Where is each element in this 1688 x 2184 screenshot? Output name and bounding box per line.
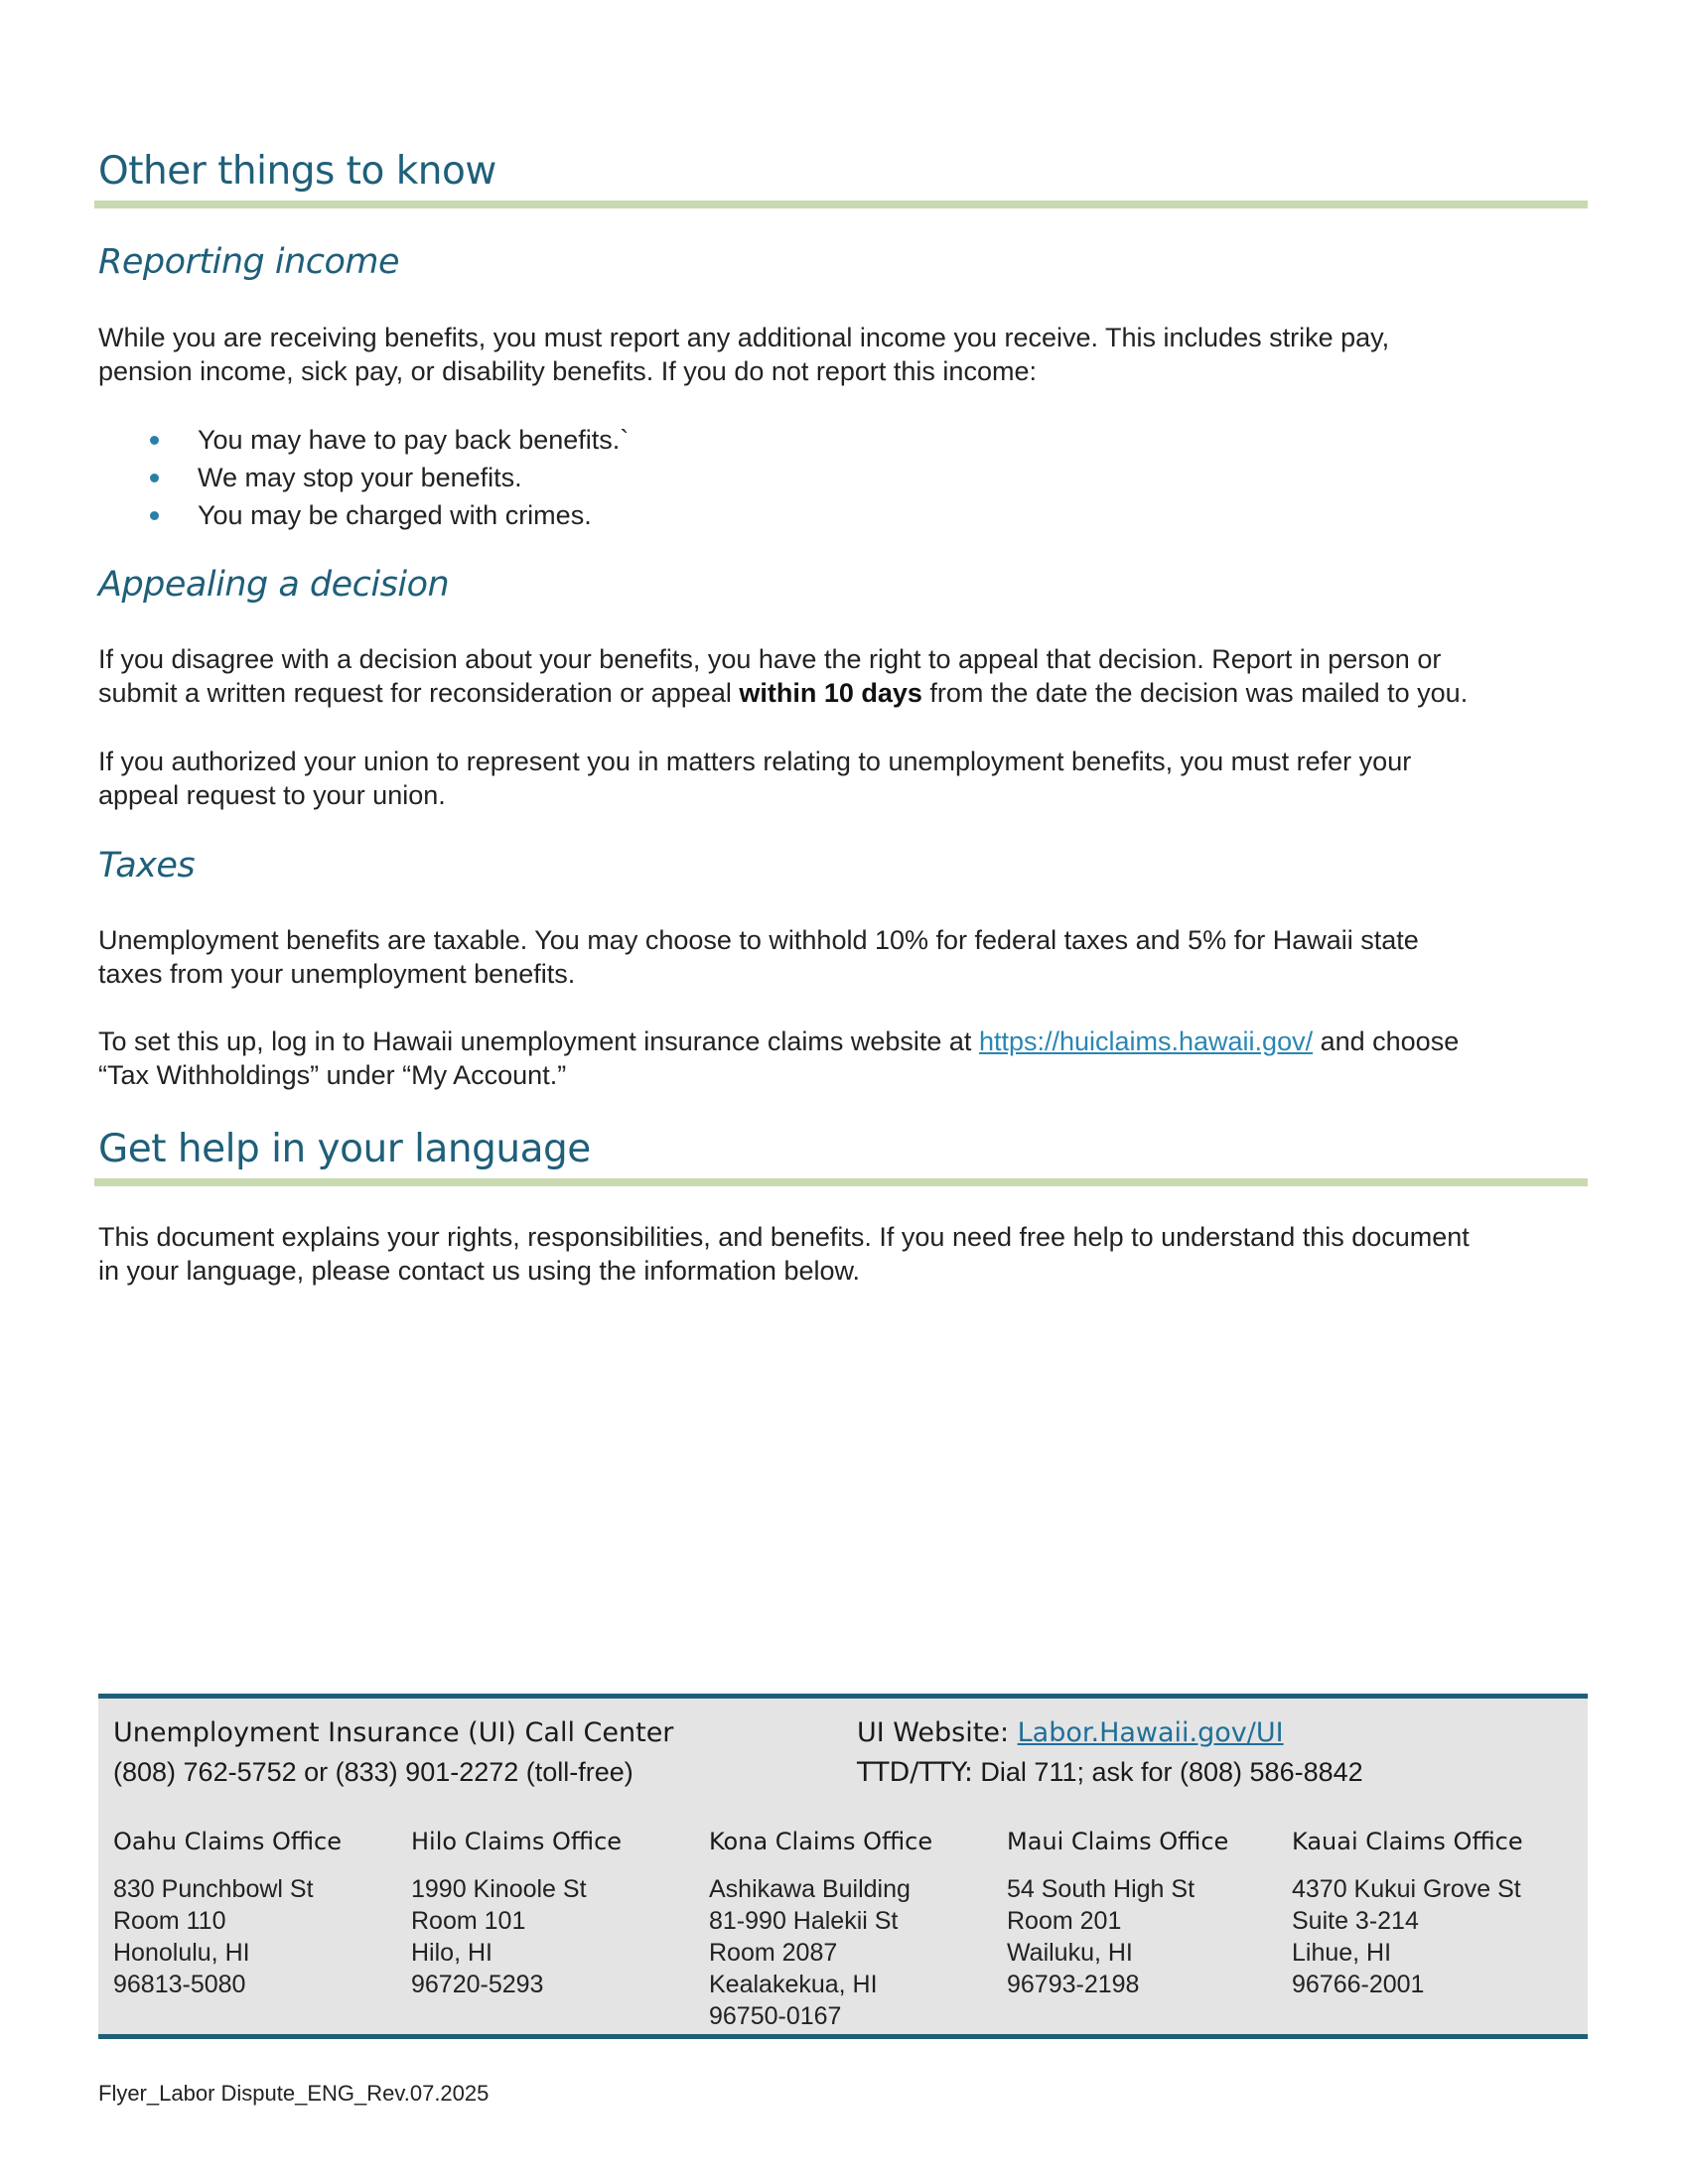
office-address-line: 96793-2198 [1007, 1971, 1140, 1998]
office-address-line: 830 Punchbowl St [113, 1875, 314, 1903]
office-address-line: Honolulu, HI [113, 1939, 250, 1967]
office-oahu [113, 1826, 401, 2000]
subsection-title-appealing: Appealing a decision [98, 565, 450, 605]
document-page [98, 0, 1590, 2184]
text-line: appeal request to your union. [98, 780, 446, 810]
text-line: from the date the decision was mailed to you. [921, 678, 1469, 708]
ui-website-link[interactable]: Labor.Hawaii.gov/UI [1017, 1717, 1284, 1748]
office-address-line: 54 South High St [1007, 1875, 1196, 1903]
contact-info-box [98, 1694, 1588, 2039]
office-address-line: Suite 3-214 [1292, 1907, 1419, 1935]
list-item-text: You may have to pay back benefits.` [198, 425, 630, 455]
huiclaims-link[interactable]: https://huiclaims.hawaii.gov/ [978, 1026, 1314, 1056]
document-revision-note: Flyer_Labor Dispute_ENG_Rev.07.2025 [98, 2081, 490, 2106]
office-address-line: 1990 Kinoole St [411, 1875, 587, 1903]
office-name: Kauai Claims Office [1292, 1828, 1523, 1855]
office-address-line: 96720-5293 [411, 1971, 544, 1998]
office-address-line: Hilo, HI [411, 1939, 492, 1967]
list-item [98, 421, 629, 459]
office-address-line: Lihue, HI [1292, 1939, 1392, 1967]
list-item [98, 496, 629, 534]
office-address-line: Room 101 [411, 1907, 526, 1935]
tty-line [857, 1755, 1363, 1790]
text-line: To set this up, log in to Hawaii unemployment insurance claims website at [98, 1026, 979, 1056]
appeal-paragraph-1 [98, 642, 1588, 710]
ui-website-line [857, 1716, 1284, 1750]
bullet-icon [150, 474, 159, 482]
taxes-paragraph-2 [98, 1024, 1588, 1092]
text-line: pension income, sick pay, or disability benefits. If you do not report this income: [98, 356, 1037, 386]
office-address-line: 96766-2001 [1292, 1971, 1425, 1998]
office-name: Oahu Claims Office [113, 1828, 343, 1855]
section-divider [94, 201, 1588, 208]
language-help-paragraph [98, 1220, 1588, 1288]
section-divider [94, 1178, 1588, 1186]
office-address-line: Room 201 [1007, 1907, 1122, 1935]
list-item [98, 459, 629, 496]
text-line: taxes from your unemployment benefits. [98, 959, 576, 989]
list-item-text: We may stop your benefits. [198, 463, 522, 492]
text-line: If you disagree with a decision about your benefits, you have the right to appeal that decision. Report in person or [98, 644, 1442, 674]
office-name: Kona Claims Office [709, 1828, 933, 1855]
office-maui [1007, 1826, 1295, 2000]
office-name: Maui Claims Office [1007, 1828, 1229, 1855]
office-address-line: 96750-0167 [709, 2002, 842, 2030]
text-line: While you are receiving benefits, you must report any additional income you receive. This includes strike pay, [98, 323, 1390, 352]
office-hilo [411, 1826, 699, 2000]
subsection-title-reporting-income: Reporting income [98, 242, 400, 282]
bullet-icon [150, 511, 159, 520]
office-address-line: Room 2087 [709, 1939, 838, 1967]
call-center-phones: (808) 762-5752 or (833) 901-2272 (toll-free) [113, 1757, 633, 1787]
text-line: This document explains your rights, responsibilities, and benefits. If you need free help to understand this document [98, 1222, 1470, 1252]
text-line: Unemployment benefits are taxable. You may choose to withhold 10% for federal taxes and 5% for Hawaii state [98, 925, 1419, 955]
tty-text: Dial 711; ask for (808) 586-8842 [972, 1757, 1363, 1787]
appeal-paragraph-2 [98, 745, 1588, 812]
bullet-icon [150, 436, 159, 445]
text-line: in your language, please contact us using the information below. [98, 1256, 860, 1286]
text-line: If you authorized your union to represent you in matters relating to unemployment benefits, you must refer your [98, 747, 1412, 776]
subsection-title-taxes: Taxes [98, 846, 196, 886]
text-line: “Tax Withholdings” under “My Account.” [98, 1060, 567, 1090]
reporting-income-paragraph [98, 321, 1588, 388]
deadline-emphasis: within 10 days [739, 678, 922, 708]
consequences-list [98, 421, 629, 534]
office-address-line: Room 110 [113, 1907, 226, 1935]
ui-website-label: UI Website: [857, 1717, 1018, 1748]
office-address-line: 4370 Kukui Grove St [1292, 1875, 1521, 1903]
section-title-other-things: Other things to know [98, 149, 496, 194]
section-title-language-help: Get help in your language [98, 1127, 591, 1171]
office-address-line: 96813-5080 [113, 1971, 246, 1998]
office-address-line: Ashikawa Building [709, 1875, 911, 1903]
tty-label: TTD/TTY: [857, 1757, 973, 1788]
list-item-text: You may be charged with crimes. [198, 500, 592, 530]
office-kona [709, 1826, 997, 2032]
text-line: submit a written request for reconsideration or appeal [98, 678, 740, 708]
office-name: Hilo Claims Office [411, 1828, 623, 1855]
text-line: and choose [1313, 1026, 1460, 1056]
taxes-paragraph-1 [98, 923, 1588, 991]
office-address-line: 81-990 Halekii St [709, 1907, 899, 1935]
office-kauai [1292, 1826, 1580, 2000]
call-center-title: Unemployment Insurance (UI) Call Center [113, 1717, 674, 1748]
office-address-line: Wailuku, HI [1007, 1939, 1133, 1967]
office-address-line: Kealakekua, HI [709, 1971, 878, 1998]
